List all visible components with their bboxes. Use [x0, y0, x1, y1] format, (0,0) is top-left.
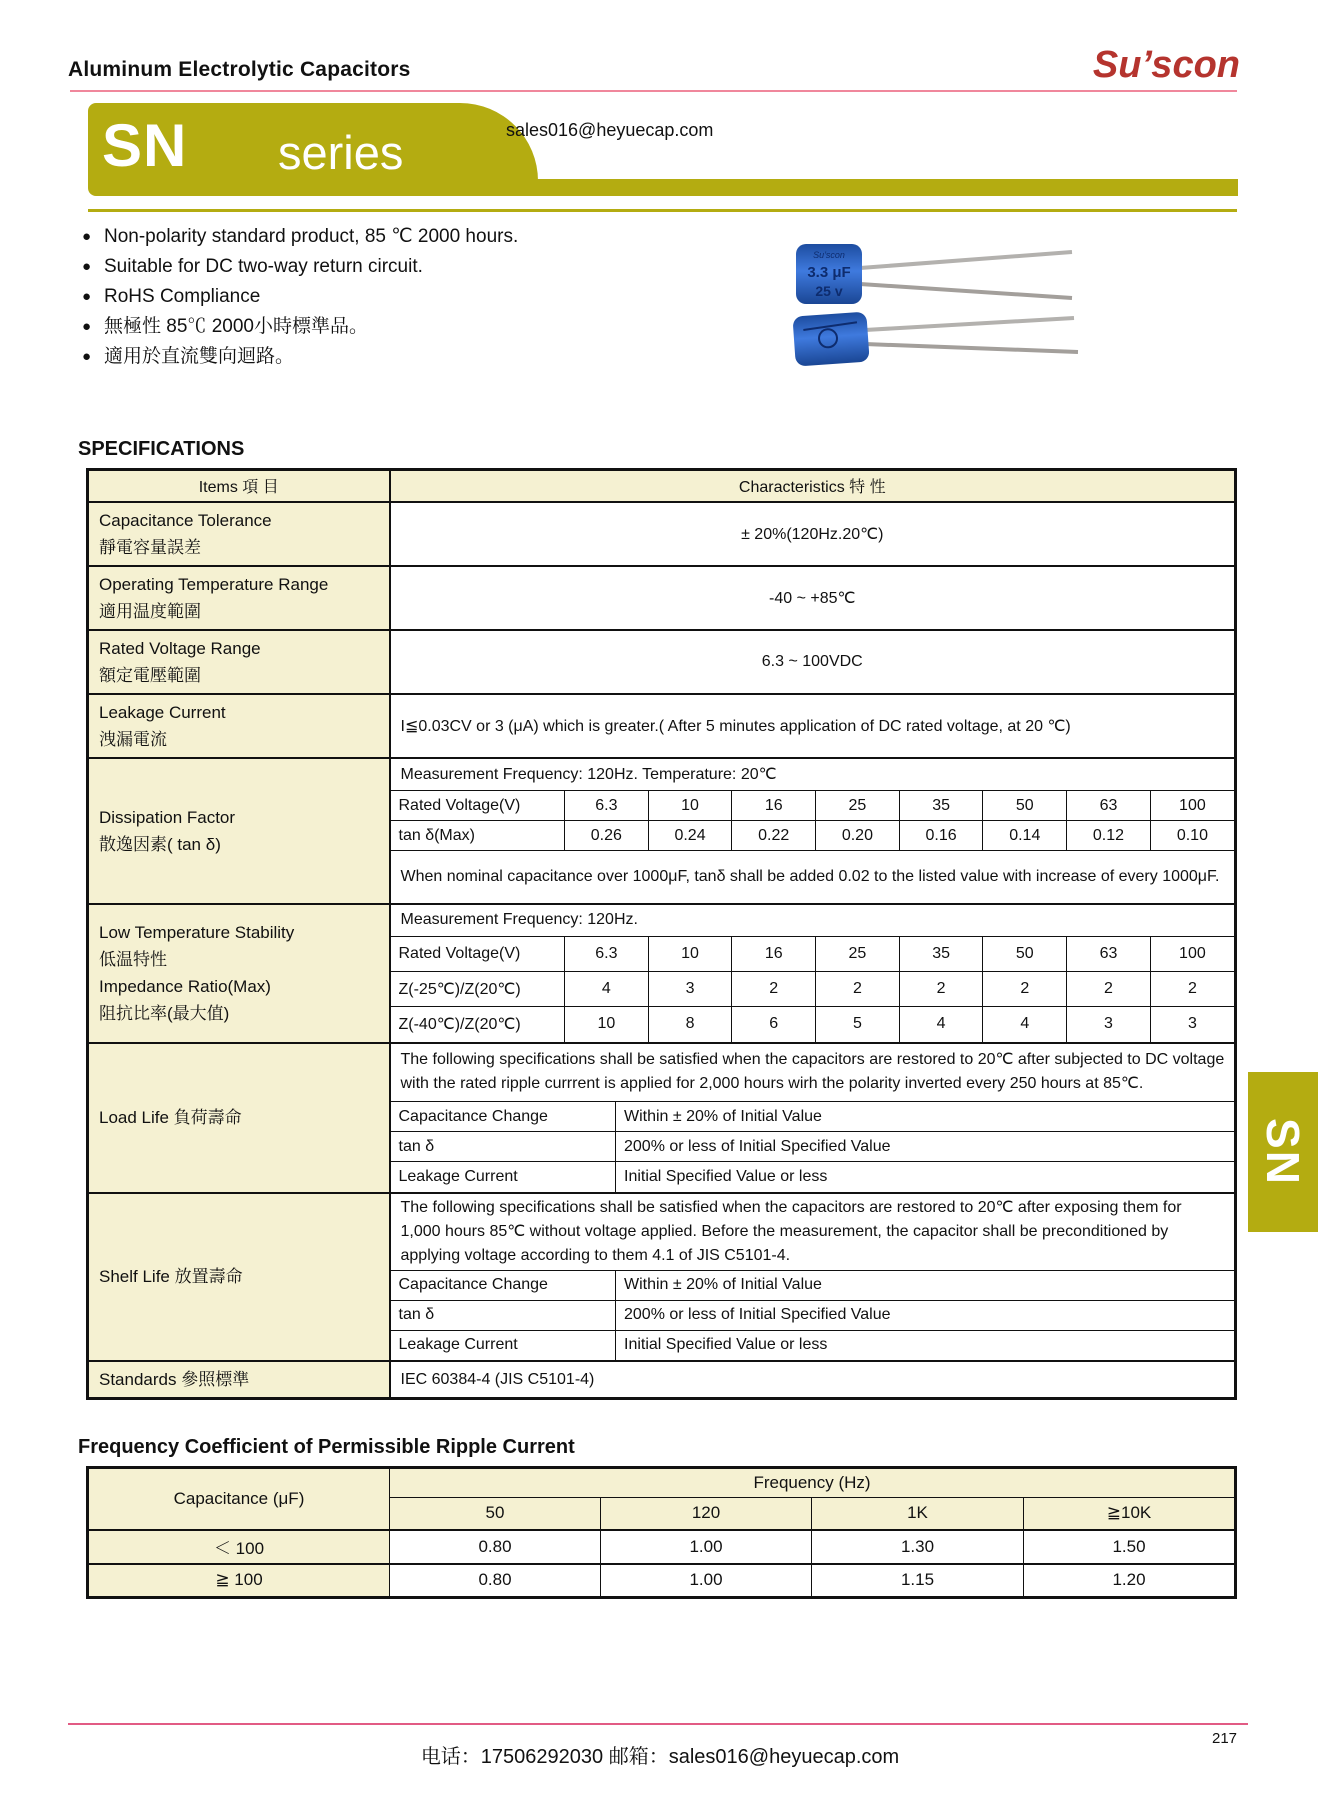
item-label: Shelf Life 放置壽命: [99, 1267, 243, 1287]
freq-header-row: [88, 1468, 1236, 1498]
voltage-row-label: Rated Voltage(V): [391, 937, 565, 972]
capacitor-brand-text: Su’scon: [813, 250, 845, 260]
voltage-row-label: Rated Voltage(V): [391, 791, 565, 821]
bullet-icon: ●: [82, 288, 92, 305]
row-rated-voltage: [88, 630, 1236, 694]
item-label-line: 阻抗比率(最大值): [99, 1004, 230, 1023]
table-header-row: [88, 470, 1236, 502]
row-standards: [88, 1361, 1236, 1399]
specifications-title: SPECIFICATIONS: [78, 438, 245, 460]
measurement-condition: Measurement Frequency: 120Hz.: [391, 905, 1235, 937]
criteria-value: Initial Specified Value or less: [616, 1162, 1235, 1192]
item-label-en: Rated Voltage Range: [99, 638, 261, 658]
voltage-text: 25 v: [815, 283, 843, 299]
freq-column: 120: [601, 1498, 812, 1530]
specifications-table: [86, 468, 1237, 1400]
criteria-value: 200% or less of Initial Specified Value: [616, 1300, 1235, 1330]
dissipation-subtable: Measurement Frequency: 120Hz. Temperature: 20℃ Rated Voltage(V) 6.3 10 16 25 35 50 63 100 tan δ(Max) 0.26 0.24 0.22 0.20 0.16 0.14 0.12 0.10 When nominal capacitance over 1000μF, tanδ shall be added 0.02 to the listed value with increase of every 1000μF.: [391, 759, 1235, 903]
tan-row-label: tan δ(Max): [391, 821, 565, 851]
criteria-label: Leakage Current: [391, 1162, 616, 1192]
freq-column: 1K: [812, 1498, 1024, 1530]
series-banner: [88, 103, 538, 196]
items-header: Items 項 目: [88, 470, 390, 502]
capacitor-photo: [770, 232, 1100, 367]
item-label-zh: 額定電壓範圍: [99, 665, 201, 685]
header-divider: [70, 90, 1237, 92]
feature-item: ● 無極性 85℃ 2000小時標準品。: [80, 312, 518, 342]
row-capacitance-tolerance: [88, 502, 1236, 566]
criteria-label: Capacitance Change: [391, 1102, 616, 1132]
item-label-line: Low Temperature Stability: [99, 923, 295, 942]
capacitance-header: Capacitance (μF): [88, 1468, 390, 1530]
brand-logo: Su’scon: [1092, 44, 1240, 86]
feature-item: ● 適用於直流雙向迴路。: [80, 342, 518, 372]
item-value: -40 ~ +85℃: [390, 566, 1236, 630]
contact-email: sales016@heyuecap.com: [506, 120, 714, 140]
series-side-tab: [1248, 1072, 1318, 1232]
side-tab-label: SN: [1257, 1118, 1309, 1186]
row-load-life: [88, 1043, 1236, 1193]
freq-column: 50: [390, 1498, 601, 1530]
item-label-en: Operating Temperature Range: [99, 574, 329, 594]
row-low-temperature-stability: [88, 904, 1236, 1043]
criteria-label: tan δ: [391, 1300, 616, 1330]
page-number: 217: [1212, 1730, 1238, 1747]
capacitor-body: [792, 312, 869, 367]
bullet-icon: ●: [82, 258, 92, 275]
item-label: Load Life 負荷壽命: [99, 1108, 242, 1127]
freq-data-row: ≧ 100 0.80 1.00 1.15 1.20: [88, 1564, 1236, 1598]
freq-data-row: ＜ 100 0.80 1.00 1.30 1.50: [88, 1530, 1236, 1564]
footer-contact: 电话：17506292030 邮箱：sales016@heyuecap.com: [420, 1746, 900, 1768]
item-label-en: Dissipation Factor: [99, 807, 236, 827]
item-label: Standards 參照標準: [99, 1370, 250, 1389]
characteristics-header: Characteristics 特 性: [390, 470, 1236, 502]
capacitance-range: ＜ 100: [88, 1530, 390, 1564]
shelf-life-description: The following specifications shall be satisfied when the capacitors are restored to 20℃ after exposing them for 1,000 hours 85℃ without voltage applied. Before the measurement, the capacitor shall be preconditioned by applying voltage according to them 4.1 of JIS C5101-4.: [391, 1194, 1235, 1271]
criteria-label: tan δ: [391, 1132, 616, 1162]
shelf-life-subtable: [391, 1194, 1235, 1361]
feature-item: ● Suitable for DC two-way return circuit.: [80, 252, 518, 282]
capacitance-range: ≧ 100: [88, 1564, 390, 1598]
item-label-en: Leakage Current: [99, 702, 226, 722]
item-value: I≦0.03CV or 3 (μA) which is greater.( After 5 minutes application of DC rated voltage, at 20 ℃): [390, 694, 1236, 758]
item-label-zh: 適用温度範圍: [99, 601, 201, 621]
bullet-icon: ●: [82, 228, 92, 245]
item-label-zh: 靜電容量誤差: [99, 537, 201, 557]
frequency-coefficient-title: Frequency Coefficient of Permissible Ripple Current: [78, 1436, 575, 1458]
capacitance-text: 3.3 μF: [807, 264, 851, 281]
freq-column: ≧10K: [1024, 1498, 1236, 1530]
item-label-en: Capacitance Tolerance: [99, 510, 272, 530]
standards-value: IEC 60384-4 (JIS C5101-4): [390, 1361, 1236, 1399]
feature-item: ● RoHS Compliance: [80, 282, 518, 312]
series-code: SN: [102, 112, 188, 179]
item-label-zh: 散逸因素( tan δ): [99, 834, 221, 854]
row-operating-temperature: [88, 566, 1236, 630]
frequency-coefficient-table: [86, 1466, 1237, 1599]
feature-list: [80, 222, 518, 372]
item-value: ± 20%(120Hz.20℃): [390, 502, 1236, 566]
criteria-label: Capacitance Change: [391, 1270, 616, 1300]
bullet-icon: ●: [82, 318, 92, 335]
dissipation-note: When nominal capacitance over 1000μF, tanδ shall be added 0.02 to the listed value with increase of every 1000μF.: [391, 851, 1235, 903]
item-label-zh: 洩漏電流: [99, 729, 167, 749]
criteria-value: Initial Specified Value or less: [616, 1330, 1235, 1360]
page-title: Aluminum Electrolytic Capacitors: [68, 58, 411, 81]
row-shelf-life: [88, 1193, 1236, 1362]
banner-bar: [498, 179, 1238, 196]
impedance-subtable: Measurement Frequency: 120Hz. Rated Voltage(V) 6.3 10 16 25 35 50 63 100 Z(-25℃)/Z(20℃) 4 3 2 2 2 2 2 2 Z(-40℃)/Z(20℃) 10 8 6 5 4 4 3 3: [391, 905, 1235, 1042]
row-leakage-current: [88, 694, 1236, 758]
z25-row-label: Z(-25℃)/Z(20℃): [391, 972, 565, 1007]
frequency-group-header: Frequency (Hz): [390, 1468, 1236, 1498]
measurement-condition: Measurement Frequency: 120Hz. Temperature: 20℃: [391, 759, 1235, 791]
item-label-line: Impedance Ratio(Max): [99, 977, 271, 996]
bullet-icon: ●: [82, 348, 92, 365]
criteria-value: Within ± 20% of Initial Value: [616, 1270, 1235, 1300]
criteria-value: Within ± 20% of Initial Value: [616, 1102, 1235, 1132]
criteria-value: 200% or less of Initial Specified Value: [616, 1132, 1235, 1162]
row-dissipation-factor: [88, 758, 1236, 904]
load-life-description: The following specifications shall be satisfied when the capacitors are restored to 20℃ after subjected to DC voltage with the rated ripple currrent is applied for 2,000 hours wirh the polarity inverted every 250 hours at 85℃.: [391, 1044, 1235, 1102]
load-life-subtable: [391, 1044, 1235, 1192]
banner-underline: [88, 209, 1237, 212]
feature-item: ● Non-polarity standard product, 85 ℃ 2000 hours.: [80, 222, 518, 252]
item-label-line: 低温特性: [99, 950, 167, 969]
item-value: 6.3 ~ 100VDC: [390, 630, 1236, 694]
z40-row-label: Z(-40℃)/Z(20℃): [391, 1007, 565, 1042]
criteria-label: Leakage Current: [391, 1330, 616, 1360]
footer-divider: [68, 1723, 1248, 1725]
series-label: series: [278, 126, 404, 179]
